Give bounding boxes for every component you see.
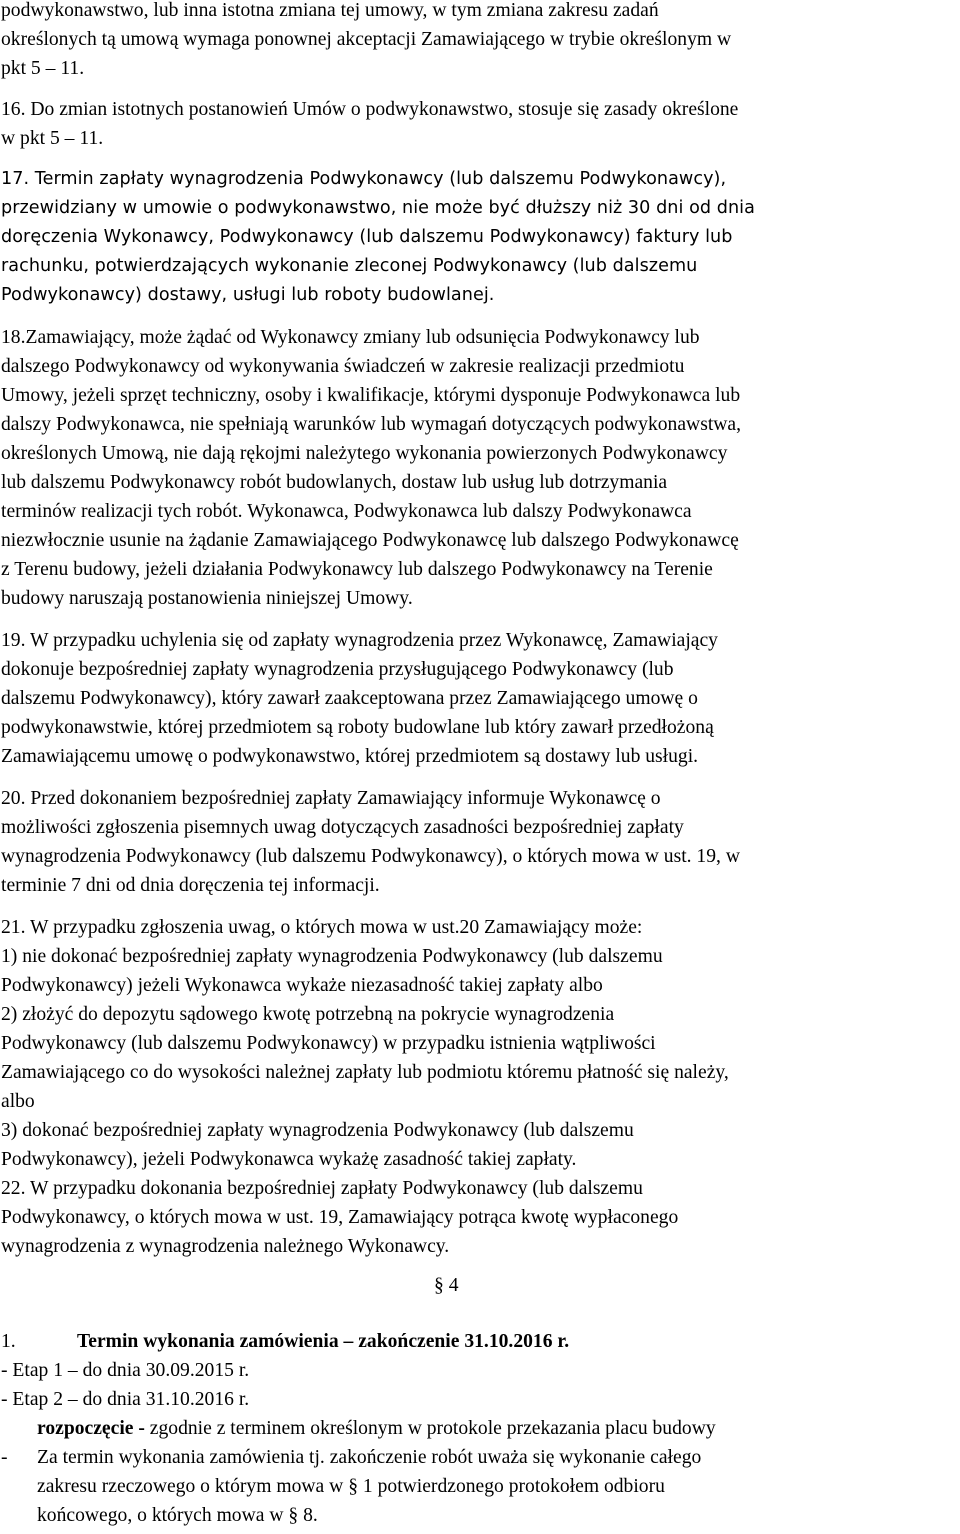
text-line: Podwykonawcy, o których mowa w ust. 19, Zamawiający potrąca kwotę wypłaconego (1, 1207, 679, 1228)
text-line: dalszemu Podwykonawcy), który zawarł zaakceptowana przez Zamawiającego umowę o (1, 688, 698, 709)
section-symbol: § (434, 1275, 444, 1296)
section-number: 4 (448, 1275, 459, 1296)
rozpoczecie-label: rozpoczęcie - (37, 1418, 145, 1439)
text-line: Podwykonawcy) dostawy, usługi lub roboty budowlanej. (1, 285, 495, 305)
text-line: 21. W przypadku zgłoszenia uwag, o których mowa w ust.20 Zamawiający może: (1, 917, 643, 938)
section-heading (434, 1271, 459, 1300)
text-line: 16. Do zmian istotnych postanowień Umów o podwykonawstwo, stosuje się zasady określone (1, 99, 739, 120)
text-line: terminów realizacji tych robót. Wykonawca, Podwykonawca lub dalszy Podwykonawca (1, 501, 692, 522)
text-line: podwykonawstwo, lub inna istotna zmiana tej umowy, w tym zmiana zakresu zadań (1, 0, 659, 21)
text-line: 19. W przypadku uchylenia się od zapłaty wynagrodzenia przez Wykonawcę, Zamawiający (1, 630, 718, 651)
text-line: budowy naruszają postanowienia niniejszej Umowy. (1, 588, 413, 609)
text-line: terminie 7 dni od dnia doręczenia tej informacji. (1, 875, 380, 896)
text-line: wynagrodzenia Podwykonawcy (lub dalszemu Podwykonawcy), o których mowa w ust. 19, w (1, 846, 740, 867)
etap-2: - Etap 2 – do dnia 31.10.2016 r. (1, 1389, 250, 1410)
text-line: dalszy Podwykonawca, nie spełniają warunków lub wymagań dotyczących podwykonawstwa, (1, 414, 742, 435)
text-line: Podwykonawcy), jeżeli Podwykonawca wykażę zasadność takiej zapłaty. (1, 1149, 577, 1170)
text-line: doręczenia Wykonawcy, Podwykonawcy (lub dalszemu Podwykonawcy) faktury lub (1, 227, 733, 247)
text-line: dalszego Podwykonawcy od wykonywania świadczeń w zakresie realizacji przedmiotu (1, 356, 685, 377)
text-line: 17. Termin zapłaty wynagrodzenia Podwykonawcy (lub dalszemu Podwykonawcy), (1, 169, 727, 189)
text-line: w pkt 5 – 11. (1, 128, 104, 149)
text-line: Podwykonawcy (lub dalszemu Podwykonawcy) w przypadku istnienia wątpliwości (1, 1033, 656, 1054)
text-line: podwykonawstwie, której przedmiotem są roboty budowlane lub który zawarł przedłożoną (1, 717, 714, 738)
text-line: zakresu rzeczowego o którym mowa w § 1 potwierdzonego protokołem odbioru (37, 1476, 665, 1497)
text-line: Zamawiającemu umowę o podwykonawstwo, której przedmiotem są dostawy lub usługi. (1, 746, 699, 767)
text-line: z Terenu budowy, jeżeli działania Podwykonawcy lub dalszego Podwykonawcy na Terenie (1, 559, 713, 580)
text-line: 3) dokonać bezpośredniej zapłaty wynagrodzenia Podwykonawcy (lub dalszemu (1, 1120, 634, 1141)
text-line: lub dalszemu Podwykonawcy robót budowlanych, dostaw lub usług lub dotrzymania (1, 472, 668, 493)
text-line: Za termin wykonania zamówienia tj. zakończenie robót uważa się wykonanie całego (37, 1447, 702, 1468)
text-line: Podwykonawcy) jeżeli Wykonawca wykaże niezasadność takiej zapłaty albo (1, 975, 603, 996)
text-line: 20. Przed dokonaniem bezpośredniej zapłaty Zamawiający informuje Wykonawcę o (1, 788, 661, 809)
text-line: określonych tą umową wymaga ponownej akceptacji Zamawiającego w trybie określonym w (1, 29, 732, 50)
text-line: 2) złożyć do depozytu sądowego kwotę potrzebną na pokrycie wynagrodzenia (1, 1004, 615, 1025)
text-line: końcowego, o których mowa w § 8. (37, 1505, 318, 1526)
text-line: możliwości zgłoszenia pisemnych uwag dotyczących zasadności bezpośredniej zapłaty (1, 817, 684, 838)
text-line: albo (1, 1091, 35, 1112)
etap-1: - Etap 1 – do dnia 30.09.2015 r. (1, 1360, 250, 1381)
text-line: niezwłocznie usunie na żądanie Zamawiającego Podwykonawcę lub dalszego Podwykonawcę (1, 530, 739, 551)
text-line: pkt 5 – 11. (1, 58, 85, 79)
text-line: przewidziany w umowie o podwykonawstwo, nie może być dłuższy niż 30 dni od dnia (1, 198, 755, 218)
text-line: określonych Umową, nie dają rękojmi należytego wykonania powierzonych Podwykonawcy (1, 443, 728, 464)
termin-heading: Termin wykonania zamówienia – zakończenie 31.10.2016 r. (77, 1331, 570, 1352)
text-line: wynagrodzenia z wynagrodzenia należnego Wykonawcy. (1, 1236, 450, 1257)
text-line: dokonuje bezpośredniej zapłaty wynagrodzenia przysługującego Podwykonawcy (lub (1, 659, 674, 680)
text-line: 1) nie dokonać bezpośredniej zapłaty wynagrodzenia Podwykonawcy (lub dalszemu (1, 946, 663, 967)
termin-number: 1. (1, 1331, 16, 1352)
text-line: Umowy, jeżeli sprzęt techniczny, osoby i kwalifikacje, którymi dysponuje Podwykonawca lub (1, 385, 741, 406)
rozpoczecie-line (37, 1414, 716, 1443)
text-line: Zamawiającego co do wysokości należnej zapłaty lub podmiotu któremu płatność się należy, (1, 1062, 729, 1083)
text-line: rachunku, potwierdzających wykonanie zleconej Podwykonawcy (lub dalszemu (1, 256, 698, 276)
bullet-dash: - (1, 1447, 8, 1468)
rozpoczecie-text: zgodnie z terminem określonym w protokole przekazania placu budowy (144, 1418, 716, 1439)
text-line: 18.Zamawiający, może żądać od Wykonawcy zmiany lub odsunięcia Podwykonawcy lub (1, 327, 700, 348)
termin-heading-line (1, 1327, 570, 1356)
text-line: 22. W przypadku dokonania bezpośredniej zapłaty Podwykonawcy (lub dalszemu (1, 1178, 643, 1199)
